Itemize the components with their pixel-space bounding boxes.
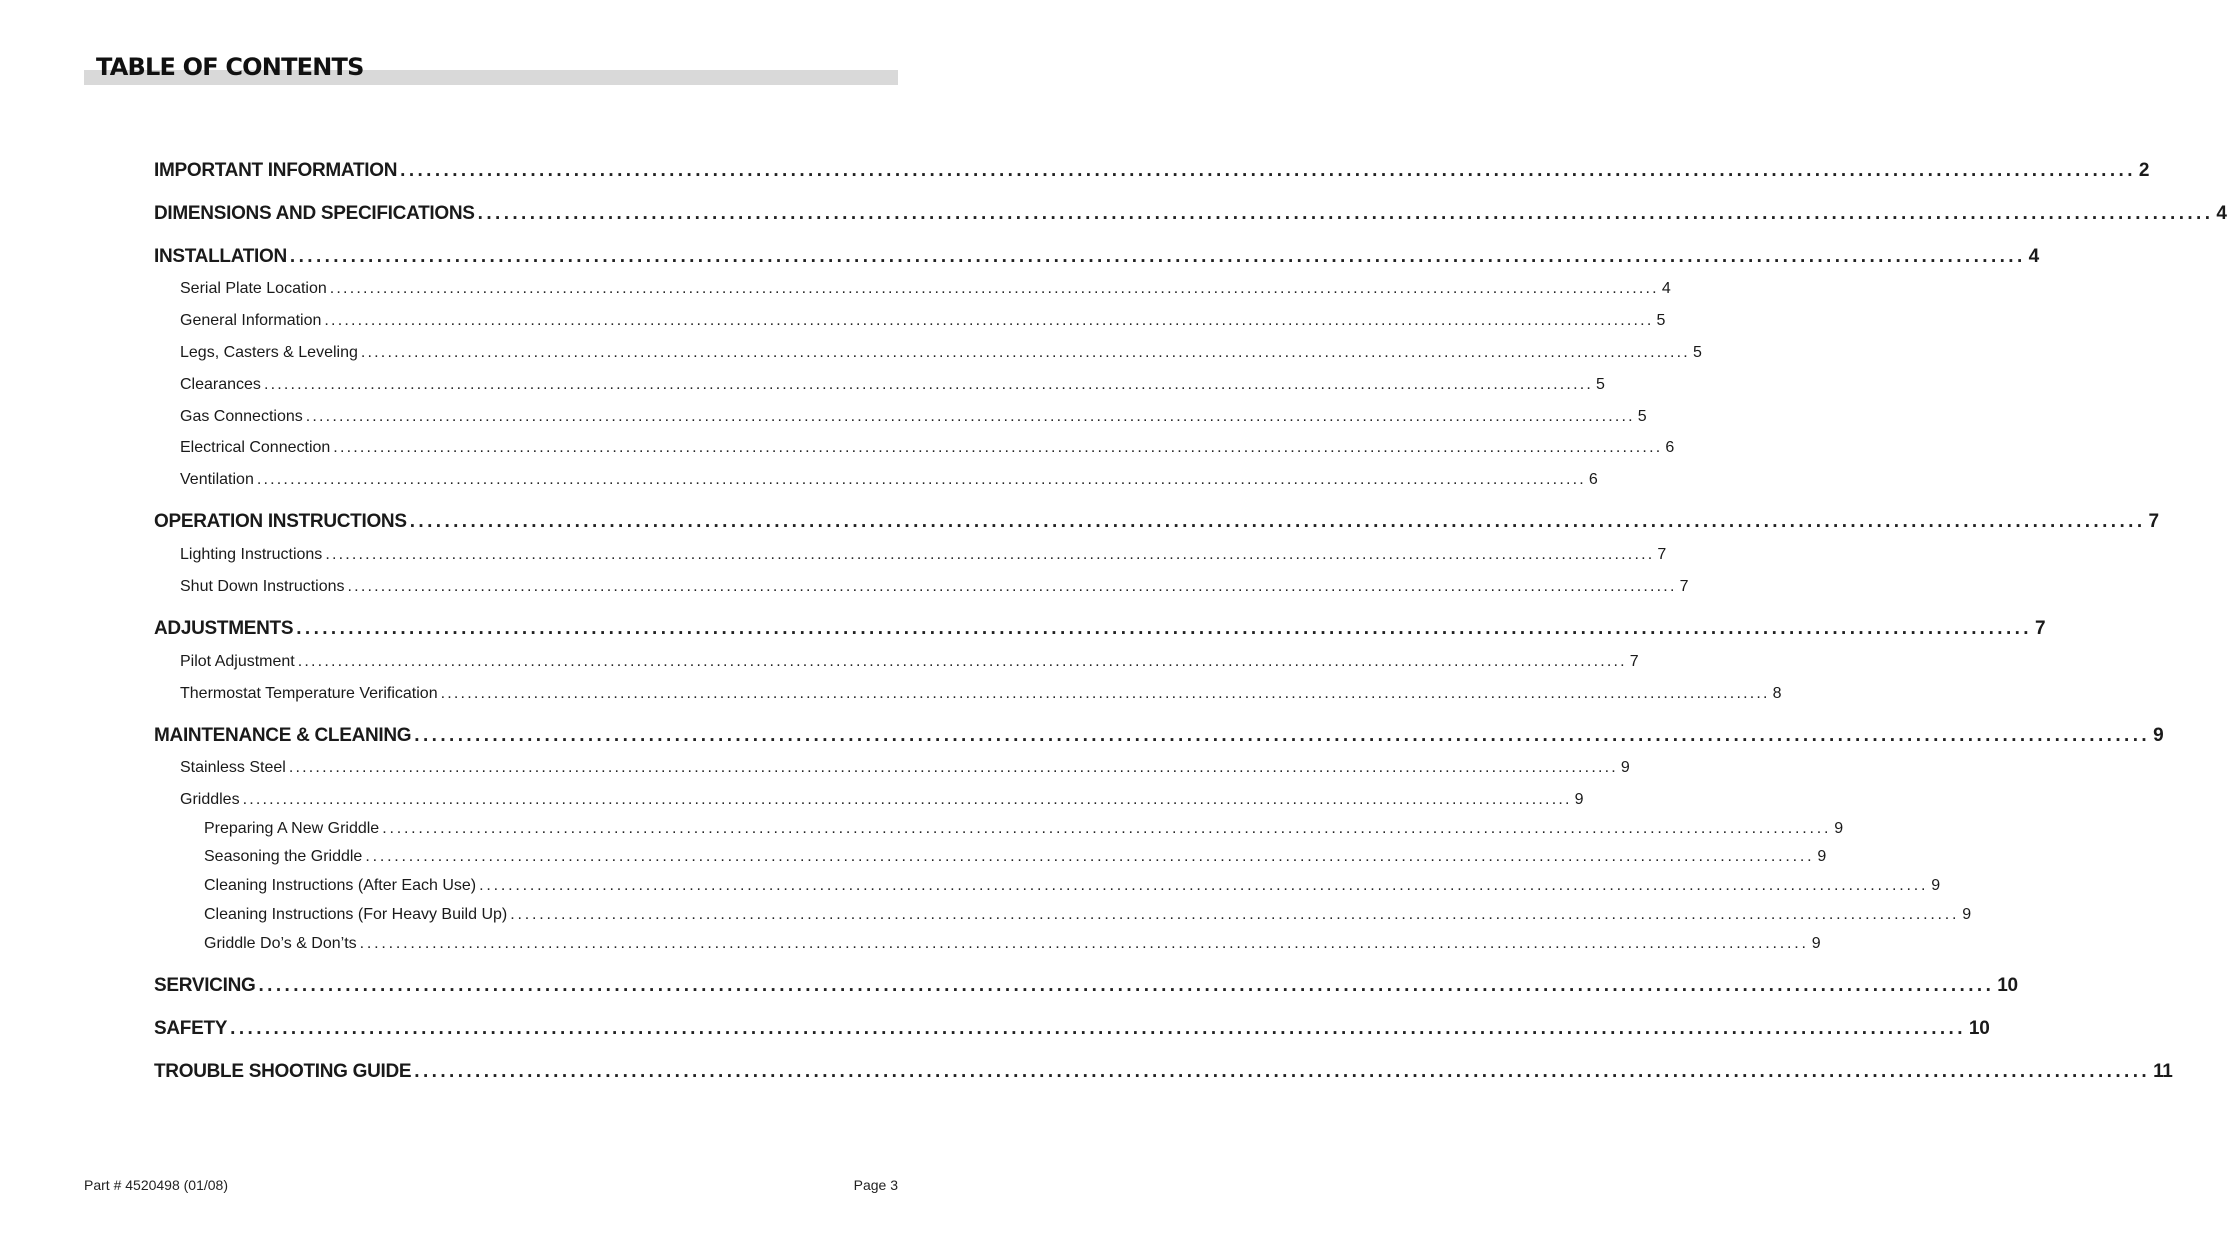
toc-entry-page: 9 (1574, 791, 1584, 808)
dot-leader: ........................................................................................................................................................................................................ (296, 618, 2032, 639)
toc-entry-label: General Information (180, 312, 322, 329)
toc-entry[interactable] (180, 408, 1647, 426)
toc-entry[interactable] (154, 203, 2227, 225)
toc-entry-label: IMPORTANT INFORMATION (154, 160, 398, 181)
toc-entry-page: 10 (1968, 1018, 1990, 1039)
toc-entry-label: ADJUSTMENTS (154, 618, 294, 639)
toc-entry-page: 9 (1817, 848, 1827, 865)
dot-leader: ........................................................................................................................................................................................................ (347, 578, 1677, 595)
dot-leader: ........................................................................................................................................................................................................ (324, 312, 1654, 329)
toc-entry[interactable] (154, 1061, 2173, 1083)
toc-entry[interactable] (180, 578, 1689, 596)
dot-leader: ........................................................................................................................................................................................................ (256, 471, 1586, 488)
dot-leader: ........................................................................................................................................................................................................ (297, 653, 1627, 670)
toc-entry-page: 7 (2034, 618, 2046, 639)
toc-entry-label: INSTALLATION (154, 246, 287, 267)
toc-entry-label: Clearances (180, 376, 261, 393)
toc-entry-label: Ventilation (180, 471, 254, 488)
toc-entry-label: DIMENSIONS AND SPECIFICATIONS (154, 203, 475, 224)
toc-entry[interactable] (204, 935, 1821, 953)
toc-entry[interactable] (180, 653, 1639, 671)
toc-entry-label: Griddles (180, 791, 240, 808)
dot-leader: ........................................................................................................................................................................................................ (510, 906, 1960, 923)
toc-entry-page: 6 (1588, 471, 1598, 488)
dot-leader: ........................................................................................................................................................................................................ (258, 975, 1995, 996)
dot-leader: ........................................................................................................................................................................................................ (333, 439, 1663, 456)
toc-entry-label: SERVICING (154, 975, 256, 996)
toc-entry[interactable] (154, 618, 2046, 640)
dot-leader: ........................................................................................................................................................................................................ (414, 1061, 2151, 1082)
toc-entry[interactable] (204, 906, 1972, 924)
toc-entry-label: Pilot Adjustment (180, 653, 295, 670)
toc-entry[interactable] (180, 759, 1630, 777)
toc-entry-label: OPERATION INSTRUCTIONS (154, 511, 407, 532)
toc-entry-page: 4 (2028, 246, 2039, 267)
toc-entry-label: Legs, Casters & Leveling (180, 344, 358, 361)
dot-leader: ........................................................................................................................................................................................................ (477, 203, 2214, 224)
toc-entry[interactable] (154, 246, 2039, 268)
toc-entry-label: MAINTENANCE & CLEANING (154, 725, 412, 746)
toc-entry-label: Serial Plate Location (180, 280, 327, 297)
dot-leader: ........................................................................................................................................................................................................ (242, 791, 1572, 808)
toc-entry-label: Gas Connections (180, 408, 303, 425)
toc-entry[interactable] (204, 820, 1844, 838)
dot-leader: ........................................................................................................................................................................................................ (440, 685, 1770, 702)
dot-leader: ........................................................................................................................................................................................................ (400, 160, 2136, 181)
toc-entry[interactable] (154, 725, 2164, 747)
dot-leader: ........................................................................................................................................................................................................ (230, 1018, 1966, 1039)
dot-leader: ........................................................................................................................................................................................................ (359, 935, 1809, 952)
dot-leader: ........................................................................................................................................................................................................ (289, 246, 2026, 267)
toc-entry-label: SAFETY (154, 1018, 228, 1039)
toc-entry-label: Lighting Instructions (180, 546, 323, 563)
toc-entry[interactable] (154, 975, 2018, 997)
toc-entry-page: 10 (1997, 975, 2018, 996)
toc-entry-page: 2 (2138, 160, 2150, 181)
toc-entry-page: 9 (1931, 877, 1941, 894)
toc-entry-label: Thermostat Temperature Verification (180, 685, 438, 702)
dot-leader: ........................................................................................................................................................................................................ (479, 877, 1929, 894)
dot-leader: ........................................................................................................................................................................................................ (263, 376, 1593, 393)
toc-entry-page: 9 (1962, 906, 1972, 923)
page-title: TABLE OF CONTENTS (96, 53, 364, 81)
toc-entry-label: Cleaning Instructions (For Heavy Build Up) (204, 906, 508, 923)
toc-entry-page: 5 (1692, 344, 1702, 361)
toc-entry-page: 5 (1656, 312, 1666, 329)
toc-entry[interactable] (180, 280, 1671, 298)
toc-entry[interactable] (180, 439, 1675, 457)
dot-leader: ........................................................................................................................................................................................................ (305, 408, 1635, 425)
toc-entry-label: Stainless Steel (180, 759, 286, 776)
toc-entry-label: Shut Down Instructions (180, 578, 345, 595)
dot-leader: ........................................................................................................................................................................................................ (329, 280, 1659, 297)
toc-entry[interactable] (180, 376, 1605, 394)
toc-entry-page: 5 (1637, 408, 1647, 425)
toc-entry[interactable] (204, 877, 1941, 895)
toc-entry-page: 4 (2216, 203, 2227, 224)
toc-entry-page: 4 (1661, 280, 1671, 297)
toc-entry-label: Griddle Do’s & Don’ts (204, 935, 357, 952)
toc-entry[interactable] (180, 546, 1667, 564)
toc-entry-page: 7 (2148, 511, 2159, 532)
toc-entry[interactable] (154, 1018, 1990, 1040)
dot-leader: ........................................................................................................................................................................................................ (409, 511, 2146, 532)
toc-entry-page: 9 (1811, 935, 1821, 952)
toc-entry[interactable] (180, 685, 1782, 703)
toc-entry-page: 7 (1629, 653, 1639, 670)
toc-entry-page: 5 (1596, 376, 1605, 393)
toc-entry-page: 6 (1665, 439, 1675, 456)
toc-entry-page: 8 (1772, 685, 1782, 702)
toc-entry-label: Electrical Connection (180, 439, 331, 456)
toc-entry-page: 7 (1679, 578, 1689, 595)
dot-leader: ........................................................................................................................................................................................................ (382, 820, 1832, 837)
toc-entry-label: Seasoning the Griddle (204, 848, 363, 865)
toc-entry[interactable] (180, 344, 1702, 362)
dot-leader: ........................................................................................................................................................................................................ (414, 725, 2151, 746)
toc-entry-page: 9 (1620, 759, 1630, 776)
dot-leader: ........................................................................................................................................................................................................ (325, 546, 1655, 563)
toc-entry[interactable] (154, 160, 2150, 182)
dot-leader: ........................................................................................................................................................................................................ (365, 848, 1815, 865)
toc-entry-label: TROUBLE SHOOTING GUIDE (154, 1061, 412, 1082)
toc-entry[interactable] (180, 791, 1584, 809)
toc-entry-page: 11 (2153, 1061, 2173, 1082)
toc-entry-label: Preparing A New Griddle (204, 820, 380, 837)
toc-entry[interactable] (154, 511, 2159, 533)
toc-entry-page: 9 (2153, 725, 2164, 746)
dot-leader: ........................................................................................................................................................................................................ (288, 759, 1618, 776)
toc-entry-page: 7 (1657, 546, 1667, 563)
toc-entry[interactable] (180, 312, 1666, 330)
toc-entry-label: Cleaning Instructions (After Each Use) (204, 877, 477, 894)
part-number: Part # 4520498 (01/08) (84, 1177, 228, 1193)
page-number: Page 3 (853, 1177, 898, 1193)
toc-entry[interactable] (180, 471, 1598, 489)
toc-entry[interactable] (204, 848, 1827, 866)
toc-entry-page: 9 (1834, 820, 1844, 837)
dot-leader: ........................................................................................................................................................................................................ (360, 344, 1690, 361)
